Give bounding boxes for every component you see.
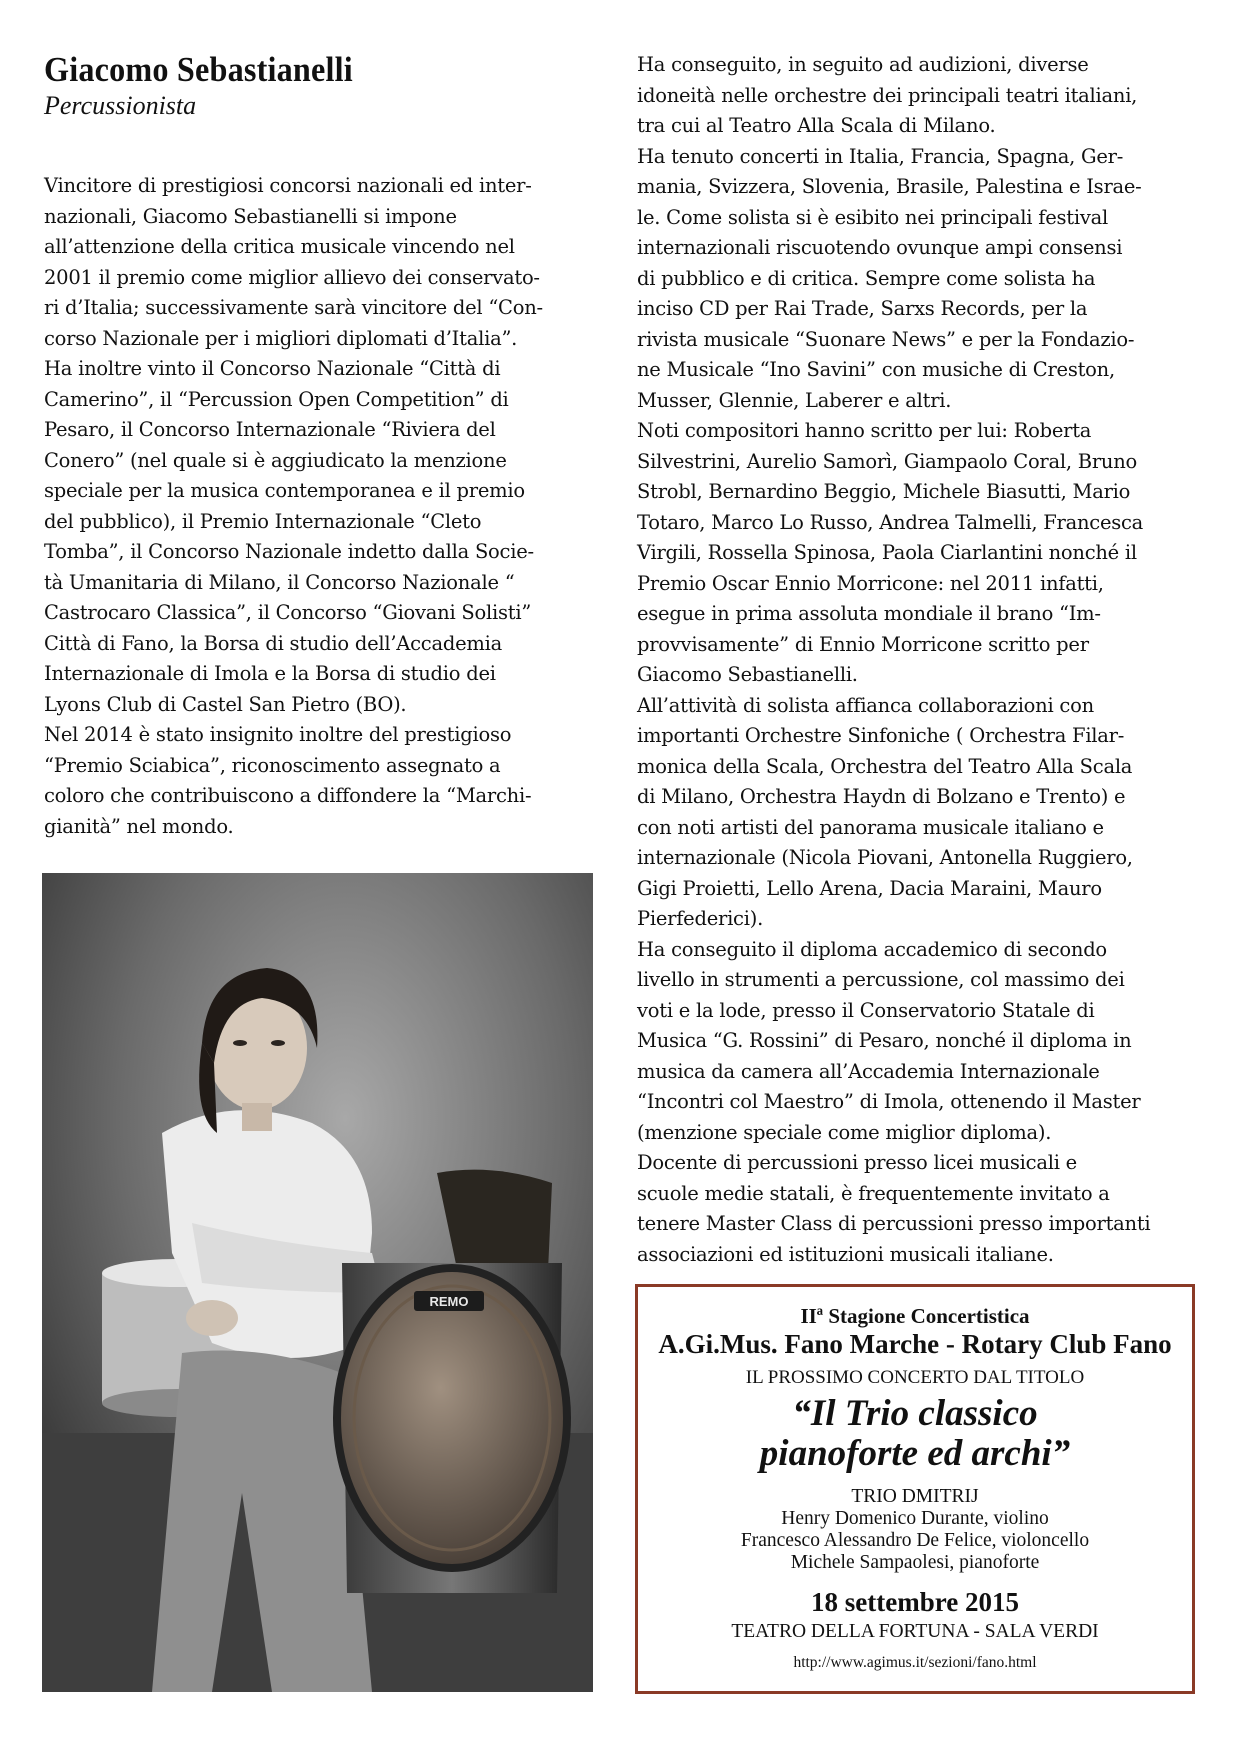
text-line: Ha conseguito il diploma accademico di secondo (637, 937, 1107, 961)
text-line: mania, Svizzera, Slovenia, Brasile, Palestina e Israe- (637, 175, 1142, 198)
ensemble-name: TRIO DMITRIJ (851, 1486, 979, 1507)
text-line: scuole medie statali, è frequentemente invitato a (637, 1181, 1110, 1205)
text-line: Ha conseguito, in seguito ad audizioni, diverse (637, 53, 1089, 76)
organizers: A.Gi.Mus. Fano Marche - Rotary Club Fano (658, 1329, 1172, 1359)
text-line: Lyons Club di Castel San Pietro (BO). (44, 692, 407, 716)
concert-announcement-box (635, 1284, 1195, 1694)
text-line: Ha tenuto concerti in Italia, Francia, Spagna, Ger- (637, 144, 1124, 168)
text-line: Musica “G. Rossini” di Pesaro, nonché il diploma in (637, 1029, 1132, 1052)
left-column (44, 50, 582, 842)
text-line: nazionali, Giacomo Sebastianelli si impone (44, 204, 457, 228)
text-line: Silvestrini, Aurelio Samorì, Giampaolo Coral, Bruno (637, 449, 1138, 473)
text-line: Premio Oscar Ennio Morricone: nel 2011 infatti, (637, 571, 1104, 595)
text-line: Strobl, Bernardino Beggio, Michele Biasutti, Mario (637, 480, 1131, 503)
text-line: livello in strumenti a percussione, col massimo dei (637, 968, 1125, 991)
text-line: Ha inoltre vinto il Concorso Nazionale “Città di (44, 357, 501, 380)
concert-title-line-2: pianoforte ed archi” (759, 1433, 1071, 1474)
text-line: del pubblico), il Premio Internazionale “Cleto (44, 509, 482, 533)
performer: Henry Domenico Durante, violino (781, 1508, 1049, 1529)
text-line: Giacomo Sebastianelli. (637, 663, 858, 686)
text-line: Totaro, Marco Lo Russo, Andrea Talmelli, Francesca (637, 510, 1144, 534)
text-line: importanti Orchestre Sinfoniche ( Orchestra Filar- (637, 724, 1125, 747)
text-line: tenere Master Class di percussioni presso importanti (637, 1212, 1151, 1235)
text-line: corso Nazionale per i migliori diplomati d’Italia”. (44, 326, 518, 350)
text-line: Tomba”, il Concorso Nazionale indetto dalla Socie- (44, 540, 534, 563)
text-line: provvisamente” di Ennio Morricone scritto per (637, 632, 1089, 656)
text-line: Pierfederici). (637, 907, 764, 930)
text-line: le. Come solista si è esibito nei principali festival (637, 205, 1108, 229)
text-line: all’attenzione della critica musicale vincendo nel (44, 235, 515, 258)
text-line: Noti compositori hanno scritto per lui: Roberta (637, 419, 1092, 442)
text-line: musica da camera all’Accademia Internazionale (637, 1059, 1100, 1083)
text-line: Gigi Proietti, Lello Arena, Dacia Maraini, Mauro (637, 876, 1102, 900)
season-label: IIª Stagione Concertistica (800, 1304, 1030, 1328)
text-line: “Incontri col Maestro” di Imola, ottenendo il Master (637, 1090, 1141, 1113)
biography-right (637, 50, 1202, 1270)
text-line: Virgili, Rossella Spinosa, Paola Ciarlantini nonché il (637, 541, 1137, 564)
text-line: Pesaro, il Concorso Internazionale “Riviera del (44, 418, 496, 441)
text-line: monica della Scala, Orchestra del Teatro Alla Scala (637, 754, 1133, 778)
concert-title-line-1: “Il Trio classico (792, 1393, 1038, 1434)
text-line: di Milano, Orchestra Haydn di Bolzano e Trento) e (637, 785, 1126, 808)
text-line: internazionale (Nicola Piovani, Antonella Ruggiero, (637, 846, 1133, 869)
drum-logo (414, 1291, 484, 1311)
text-line: coloro che contribuiscono a diffondere la “Marchi- (44, 784, 532, 807)
text-line: internazionali riscuotendo ovunque ampi consensi (637, 236, 1123, 259)
text-line: inciso CD per Rai Trade, Sarxs Records, per la (637, 297, 1088, 320)
performer: Francesco Alessandro De Felice, violoncello (740, 1530, 1090, 1551)
text-line: Conero” (nel quale si è aggiudicato la menzione (44, 448, 507, 472)
right-column (637, 50, 1202, 1270)
text-line: voti e la lode, presso il Conservatorio Statale di (637, 998, 1095, 1022)
text-line: “Premio Sciabica”, riconoscimento assegnato a (44, 753, 501, 777)
website-url[interactable]: http://www.agimus.it/sezioni/fano.html (793, 1654, 1037, 1671)
text-line: speciale per la musica contemporanea e il premio (44, 479, 525, 502)
text-line: idoneità nelle orchestre dei principali teatri italiani, (637, 83, 1138, 107)
svg-text:REMO: REMO (429, 1294, 469, 1309)
text-line: con noti artisti del panorama musicale italiano e (637, 815, 1104, 839)
text-line: ne Musicale “Ino Savini” con musiche di Creston, (637, 358, 1115, 381)
text-line: Docente di percussioni presso licei musicali e (637, 1151, 1077, 1174)
text-line: tra cui al Teatro Alla Scala di Milano. (637, 114, 996, 137)
artist-name: Giacomo Sebastianelli (44, 50, 353, 89)
text-line: associazioni ed istituzioni musicali italiane. (637, 1242, 1054, 1266)
text-line: All’attività di solista affianca collaborazioni con (637, 693, 1094, 717)
text-line: Internazionale di Imola e la Borsa di studio dei (44, 662, 496, 685)
text-line: gianità” nel mondo. (44, 814, 234, 838)
next-concert-label: IL PROSSIMO CONCERTO DAL TITOLO (745, 1367, 1085, 1388)
performer: Michele Sampaolesi, pianoforte (790, 1552, 1040, 1573)
concert-venue: TEATRO DELLA FORTUNA - SALA VERDI (731, 1621, 1099, 1642)
text-line: Camerino”, il “Percussion Open Competition” di (44, 387, 509, 411)
photo-illustration (42, 873, 593, 1692)
text-line: di pubblico e di critica. Sempre come solista ha (637, 266, 1096, 290)
biography-left (44, 171, 582, 842)
text-line: rivista musicale “Suonare News” e per la Fondazio- (637, 327, 1135, 351)
concert-date: 18 settembre 2015 (811, 1587, 1019, 1617)
text-line: (menzione speciale come miglior diploma). (637, 1120, 1052, 1144)
artist-role: Percussionista (44, 91, 197, 120)
text-line: ri d’Italia; successivamente sarà vincitore del “Con- (44, 296, 543, 319)
artist-photo (42, 873, 593, 1692)
text-line: Città di Fano, la Borsa di studio dell’Accademia (44, 631, 502, 655)
text-line: Castrocaro Classica”, il Concorso “Giovani Solisti” (44, 601, 532, 624)
text-line: Musser, Glennie, Laberer e altri. (637, 388, 952, 412)
text-line: esegue in prima assoluta mondiale il brano “Im- (637, 602, 1101, 625)
text-line: tà Umanitaria di Milano, il Concorso Nazionale “ (44, 570, 515, 594)
text-line: Vincitore di prestigiosi concorsi nazionali ed inter- (44, 174, 532, 197)
text-line: 2001 il premio come miglior allievo dei conservato- (44, 265, 540, 289)
text-line: Nel 2014 è stato insignito inoltre del prestigioso (44, 723, 512, 746)
